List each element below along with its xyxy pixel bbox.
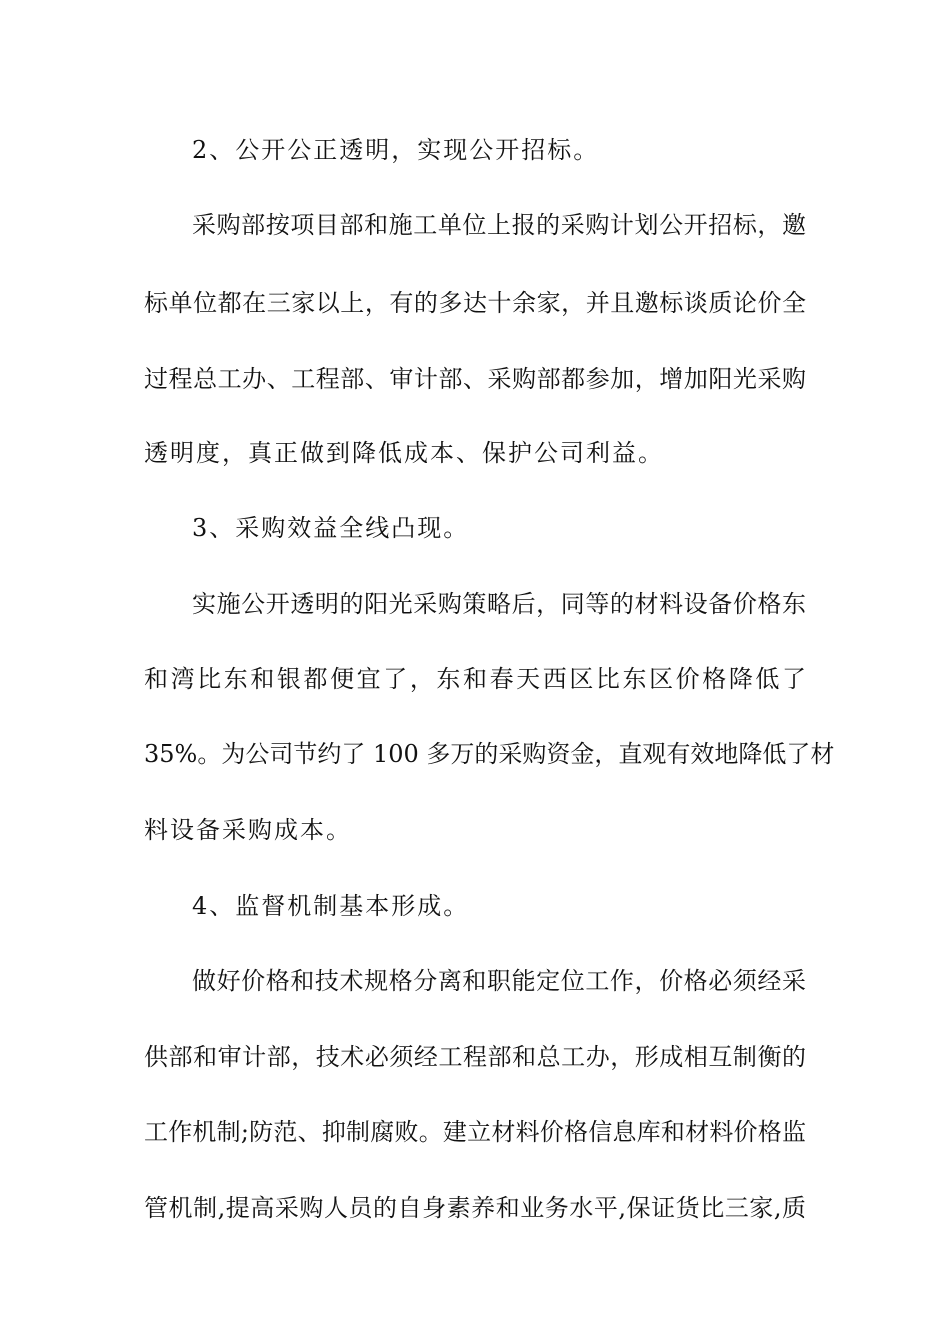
paragraph-line: 管机制,提高采购人员的自身素养和业务水平,保证货比三家,质 [144, 1194, 806, 1222]
paragraph-line: 实施公开透明的阳光采购策略后，同等的材料设备价格东 [192, 590, 806, 618]
section-heading-4: 4、监督机制基本形成。 [192, 892, 470, 920]
paragraph-line: 35%。为公司节约了 100 多万的采购资金，直观有效地降低了材 [144, 740, 835, 768]
paragraph-line: 工作机制;防范、抑制腐败。建立材料价格信息库和材料价格监 [144, 1118, 806, 1146]
paragraph-line: 做好价格和技术规格分离和职能定位工作，价格必须经采 [192, 967, 806, 995]
section-heading-2: 2、公开公正透明，实现公开招标。 [192, 136, 600, 164]
paragraph-line: 供部和审计部，技术必须经工程部和总工办，形成相互制衡的 [144, 1043, 806, 1071]
paragraph-line: 标单位都在三家以上，有的多达十余家，并且邀标谈质论价全 [144, 289, 806, 317]
section-heading-3: 3、采购效益全线凸现。 [192, 514, 470, 542]
paragraph-line: 透明度，真正做到降低成本、保护公司利益。 [144, 439, 664, 467]
paragraph-line: 料设备采购成本。 [144, 816, 352, 844]
paragraph-line: 和湾比东和银都便宜了，东和春天西区比东区价格降低了 [144, 665, 806, 693]
paragraph-line: 过程总工办、工程部、审计部、采购部都参加，增加阳光采购 [144, 365, 806, 393]
paragraph-line: 采购部按项目部和施工单位上报的采购计划公开招标，邀 [192, 211, 806, 239]
